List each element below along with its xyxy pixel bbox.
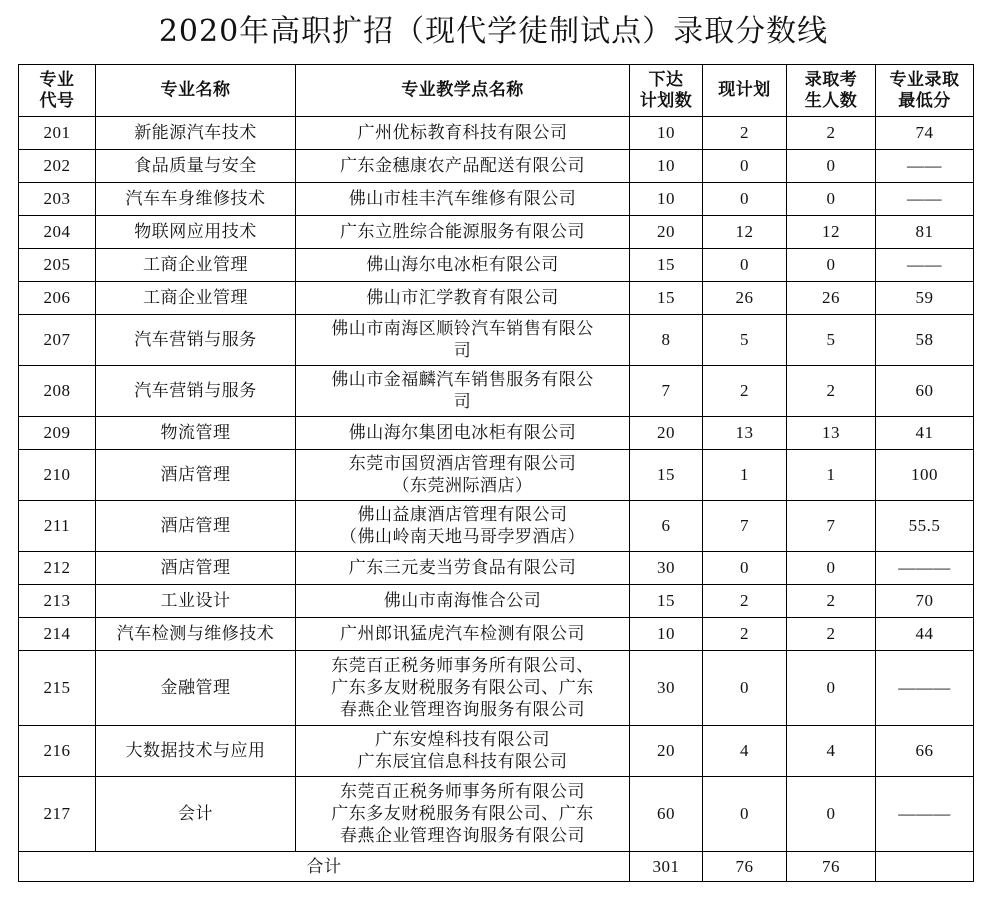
cell-site — [296, 366, 630, 417]
site-line: 广东立胜综合能源服务有限公司 — [340, 222, 585, 242]
cell-admitted: 0 — [787, 249, 876, 282]
table-row — [19, 618, 974, 651]
table-row — [19, 585, 974, 618]
cell-code: 205 — [19, 249, 96, 282]
cell-min-score: —— — [876, 150, 974, 183]
cell-site — [296, 249, 630, 282]
cell-code: 214 — [19, 618, 96, 651]
cell-code: 209 — [19, 417, 96, 450]
cell-site — [296, 216, 630, 249]
site-line: 东莞百正税务师事务所有限公司 — [340, 782, 585, 802]
cell-site — [296, 501, 630, 552]
cell-major: 工商企业管理 — [96, 249, 296, 282]
cell-current: 0 — [703, 249, 787, 282]
cell-plan: 10 — [630, 117, 703, 150]
cell-min-score: 44 — [876, 618, 974, 651]
cell-current: 12 — [703, 216, 787, 249]
cell-site — [296, 150, 630, 183]
cell-plan: 20 — [630, 726, 703, 777]
site-line: 广东多友财税服务有限公司、广东 — [331, 678, 594, 698]
cell-min-score: 66 — [876, 726, 974, 777]
cell-current: 4 — [703, 726, 787, 777]
cell-site — [296, 726, 630, 777]
site-line: 春燕企业管理咨询服务有限公司 — [340, 826, 585, 846]
table-row — [19, 249, 974, 282]
cell-min-score: 74 — [876, 117, 974, 150]
cell-major: 酒店管理 — [96, 501, 296, 552]
total-plan: 301 — [630, 852, 703, 882]
header-row — [19, 65, 974, 117]
cell-code: 216 — [19, 726, 96, 777]
table-row — [19, 183, 974, 216]
cell-current: 2 — [703, 585, 787, 618]
cell-major: 酒店管理 — [96, 450, 296, 501]
site-line: 广东多友财税服务有限公司、广东 — [331, 804, 594, 824]
site-line: 广东三元麦当劳食品有限公司 — [348, 558, 577, 578]
cell-plan: 15 — [630, 450, 703, 501]
cell-min-score: 70 — [876, 585, 974, 618]
table-row — [19, 501, 974, 552]
cell-admitted: 2 — [787, 366, 876, 417]
cell-major: 汽车车身维修技术 — [96, 183, 296, 216]
site-line: 东莞百正税务师事务所有限公司、 — [331, 656, 594, 676]
cell-plan: 30 — [630, 552, 703, 585]
cell-major: 酒店管理 — [96, 552, 296, 585]
site-line: 佛山海尔集团电冰柜有限公司 — [348, 423, 577, 443]
cell-admitted: 2 — [787, 117, 876, 150]
cell-code: 215 — [19, 651, 96, 726]
cell-min-score: 100 — [876, 450, 974, 501]
site-line: 佛山市金福麟汽车销售服务有限公 — [331, 370, 594, 390]
site-line: 佛山益康酒店管理有限公司 — [357, 505, 568, 525]
cell-admitted: 0 — [787, 777, 876, 852]
table-row — [19, 150, 974, 183]
cell-current: 2 — [703, 117, 787, 150]
cell-site — [296, 183, 630, 216]
cell-min-score: 81 — [876, 216, 974, 249]
cell-plan: 10 — [630, 618, 703, 651]
cell-admitted: 0 — [787, 651, 876, 726]
table-row — [19, 726, 974, 777]
cell-admitted: 5 — [787, 315, 876, 366]
cell-current: 0 — [703, 651, 787, 726]
cell-plan: 10 — [630, 183, 703, 216]
cell-code: 217 — [19, 777, 96, 852]
cell-code: 208 — [19, 366, 96, 417]
cell-major: 物流管理 — [96, 417, 296, 450]
cell-current: 0 — [703, 183, 787, 216]
cell-plan: 15 — [630, 585, 703, 618]
cell-current: 2 — [703, 366, 787, 417]
cell-code: 210 — [19, 450, 96, 501]
cell-current: 1 — [703, 450, 787, 501]
header-min-score: 专业录取 最低分 — [876, 65, 974, 117]
admission-score-table — [18, 64, 974, 882]
cell-code: 211 — [19, 501, 96, 552]
cell-current: 7 — [703, 501, 787, 552]
header-current: 现计划 — [703, 65, 787, 117]
cell-min-score: —— — [876, 183, 974, 216]
cell-admitted: 12 — [787, 216, 876, 249]
cell-site — [296, 585, 630, 618]
site-line: （东莞洲际酒店） — [392, 476, 533, 496]
cell-code: 203 — [19, 183, 96, 216]
site-line: 广州优标教育科技有限公司 — [357, 123, 568, 143]
cell-site — [296, 315, 630, 366]
cell-admitted: 0 — [787, 183, 876, 216]
header-plan: 下达 计划数 — [630, 65, 703, 117]
site-line: 佛山市南海区顺铃汽车销售有限公 — [331, 319, 594, 339]
site-line: 广东安煌科技有限公司 — [375, 730, 550, 750]
cell-major: 物联网应用技术 — [96, 216, 296, 249]
cell-code: 212 — [19, 552, 96, 585]
cell-plan: 60 — [630, 777, 703, 852]
total-min-score — [876, 852, 974, 882]
cell-admitted: 1 — [787, 450, 876, 501]
cell-plan: 10 — [630, 150, 703, 183]
cell-admitted: 7 — [787, 501, 876, 552]
cell-admitted: 0 — [787, 150, 876, 183]
cell-admitted: 0 — [787, 552, 876, 585]
cell-site — [296, 417, 630, 450]
table-row — [19, 450, 974, 501]
cell-min-score: 60 — [876, 366, 974, 417]
cell-major: 新能源汽车技术 — [96, 117, 296, 150]
cell-code: 204 — [19, 216, 96, 249]
cell-site — [296, 552, 630, 585]
site-line: 东莞市国贸酒店管理有限公司 — [348, 454, 577, 474]
cell-site — [296, 450, 630, 501]
header-major: 专业名称 — [96, 65, 296, 117]
total-admitted: 76 — [787, 852, 876, 882]
total-row — [19, 852, 974, 882]
cell-site — [296, 651, 630, 726]
site-line: 广东辰宜信息科技有限公司 — [357, 752, 568, 772]
cell-code: 213 — [19, 585, 96, 618]
cell-plan: 7 — [630, 366, 703, 417]
cell-major: 汽车营销与服务 — [96, 315, 296, 366]
cell-site — [296, 282, 630, 315]
cell-plan: 20 — [630, 216, 703, 249]
cell-current: 5 — [703, 315, 787, 366]
cell-code: 206 — [19, 282, 96, 315]
cell-plan: 15 — [630, 282, 703, 315]
cell-admitted: 2 — [787, 618, 876, 651]
table-row — [19, 216, 974, 249]
cell-major: 食品质量与安全 — [96, 150, 296, 183]
cell-major: 金融管理 — [96, 651, 296, 726]
cell-admitted: 26 — [787, 282, 876, 315]
site-line: 司 — [453, 392, 472, 412]
cell-admitted: 2 — [787, 585, 876, 618]
cell-min-score: ——— — [876, 552, 974, 585]
cell-current: 26 — [703, 282, 787, 315]
header-code: 专业 代号 — [19, 65, 96, 117]
header-admitted: 录取考 生人数 — [787, 65, 876, 117]
cell-code: 207 — [19, 315, 96, 366]
page-title: 2020年高职扩招（现代学徒制试点）录取分数线 — [158, 14, 829, 49]
site-line: 佛山市桂丰汽车维修有限公司 — [348, 189, 577, 209]
table-row — [19, 417, 974, 450]
cell-min-score: —— — [876, 249, 974, 282]
cell-current: 0 — [703, 552, 787, 585]
cell-code: 202 — [19, 150, 96, 183]
site-line: 广东金穗康农产品配送有限公司 — [340, 156, 585, 176]
cell-plan: 20 — [630, 417, 703, 450]
cell-min-score: ——— — [876, 651, 974, 726]
cell-site — [296, 777, 630, 852]
table-row — [19, 777, 974, 852]
cell-site — [296, 618, 630, 651]
site-line: 佛山海尔电冰柜有限公司 — [366, 255, 559, 275]
cell-code: 201 — [19, 117, 96, 150]
site-line: 司 — [453, 341, 472, 361]
site-line: （佛山岭南天地马哥孛罗酒店） — [340, 527, 585, 547]
cell-plan: 30 — [630, 651, 703, 726]
table-row — [19, 366, 974, 417]
cell-major: 会计 — [96, 777, 296, 852]
total-current: 76 — [703, 852, 787, 882]
cell-major: 汽车检测与维修技术 — [96, 618, 296, 651]
cell-plan: 15 — [630, 249, 703, 282]
cell-major: 工商企业管理 — [96, 282, 296, 315]
cell-major: 汽车营销与服务 — [96, 366, 296, 417]
cell-major: 工业设计 — [96, 585, 296, 618]
site-line: 春燕企业管理咨询服务有限公司 — [340, 700, 585, 720]
cell-min-score: ——— — [876, 777, 974, 852]
total-label: 合计 — [19, 852, 630, 882]
cell-current: 0 — [703, 777, 787, 852]
cell-plan: 8 — [630, 315, 703, 366]
cell-major: 大数据技术与应用 — [96, 726, 296, 777]
table-row — [19, 315, 974, 366]
cell-site — [296, 117, 630, 150]
site-line: 广州郎讯猛虎汽车检测有限公司 — [340, 624, 585, 644]
cell-min-score: 41 — [876, 417, 974, 450]
table-row — [19, 552, 974, 585]
table-row — [19, 282, 974, 315]
table-row — [19, 651, 974, 726]
header-site: 专业教学点名称 — [296, 65, 630, 117]
site-line: 佛山市南海惟合公司 — [383, 591, 542, 611]
cell-min-score: 55.5 — [876, 501, 974, 552]
cell-admitted: 13 — [787, 417, 876, 450]
cell-min-score: 58 — [876, 315, 974, 366]
site-line: 佛山市汇学教育有限公司 — [366, 288, 559, 308]
cell-admitted: 4 — [787, 726, 876, 777]
cell-current: 13 — [703, 417, 787, 450]
cell-current: 0 — [703, 150, 787, 183]
cell-current: 2 — [703, 618, 787, 651]
cell-min-score: 59 — [876, 282, 974, 315]
cell-plan: 6 — [630, 501, 703, 552]
table-row — [19, 117, 974, 150]
